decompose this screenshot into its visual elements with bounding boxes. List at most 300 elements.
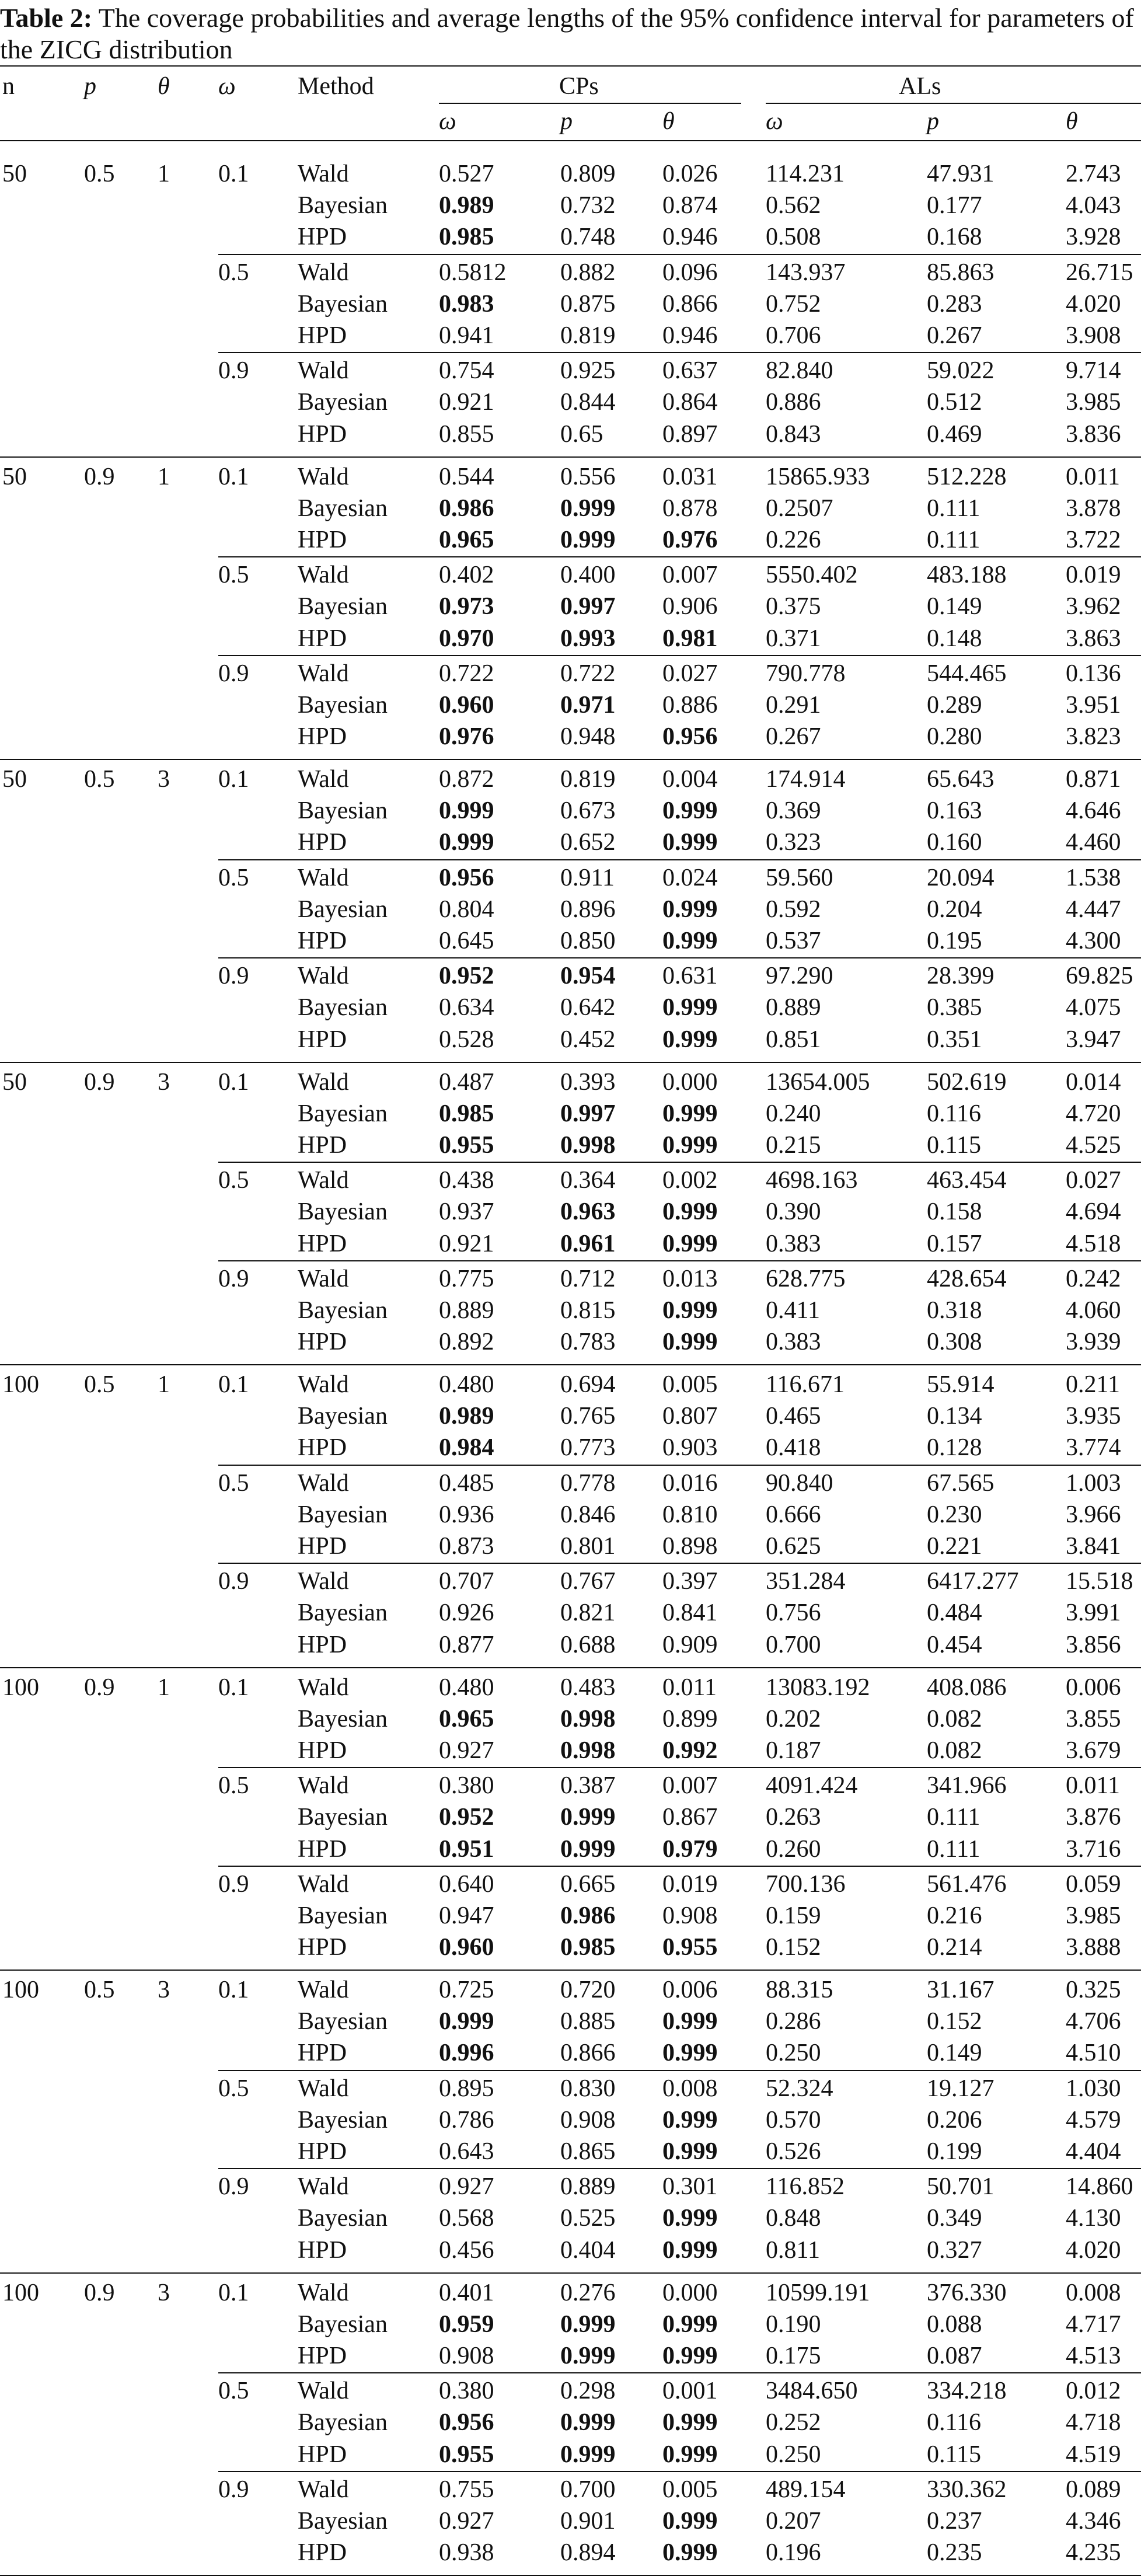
block-n: 50 [2, 463, 27, 490]
value-cell: 13654.005 [766, 1068, 870, 1096]
value-cell: 0.190 [766, 2310, 821, 2338]
value-cell: 0.175 [766, 2342, 821, 2369]
value-cell: 0.527 [439, 161, 494, 187]
method-label: Bayesian [298, 290, 388, 318]
value-cell: 0.666 [766, 1501, 821, 1528]
value-cell: 0.276 [560, 2279, 616, 2306]
group-separator [218, 2168, 1141, 2169]
value-cell: 0.400 [560, 562, 616, 589]
value-cell: 0.024 [662, 864, 718, 891]
value-cell: 0.973 [439, 593, 494, 621]
value-cell: 50.701 [927, 2173, 995, 2201]
method-label: HPD [298, 420, 347, 448]
value-cell: 143.937 [766, 259, 846, 286]
header-sub-2: θ [662, 108, 675, 135]
block-theta: 3 [158, 2279, 170, 2306]
value-cell: 428.654 [927, 1265, 1007, 1292]
value-cell: 0.158 [927, 1198, 982, 1226]
value-cell: 0.152 [766, 1934, 821, 1961]
value-cell: 0.983 [439, 290, 494, 318]
value-cell: 0.955 [662, 1934, 718, 1961]
value-cell: 0.250 [766, 2441, 821, 2468]
value-cell: 0.807 [662, 1403, 718, 1430]
value-cell: 0.952 [439, 1804, 494, 1831]
value-cell: 0.087 [927, 2342, 982, 2369]
value-cell: 28.399 [927, 963, 995, 990]
header-sub-5: θ [1066, 108, 1078, 135]
block-theta: 3 [158, 1977, 170, 2003]
value-cell: 0.082 [927, 1737, 982, 1764]
value-cell: 0.999 [560, 494, 616, 522]
header-sub-1: p [560, 108, 573, 135]
value-cell: 0.149 [927, 2040, 982, 2067]
value-cell: 4.346 [1066, 2507, 1121, 2535]
value-cell: 0.925 [560, 357, 616, 385]
value-cell: 4.447 [1066, 895, 1121, 923]
method-label: Bayesian [298, 994, 388, 1022]
value-cell: 0.411 [766, 1296, 820, 1324]
block-p: 0.5 [84, 1977, 115, 2003]
value-cell: 0.116 [927, 1100, 981, 1127]
value-cell: 0.221 [927, 1533, 982, 1560]
value-cell: 3.985 [1066, 389, 1121, 416]
value-cell: 0.111 [927, 526, 981, 553]
value-cell: 0.568 [439, 2205, 494, 2232]
method-label: Bayesian [298, 895, 388, 923]
value-cell: 0.855 [439, 420, 494, 448]
block-bottom-rule [0, 456, 1141, 458]
value-cell: 0.908 [439, 2342, 494, 2369]
method-label: Wald [298, 259, 349, 286]
value-cell: 0.998 [560, 1705, 616, 1733]
method-label: Wald [298, 1469, 349, 1497]
method-label: Bayesian [298, 1100, 388, 1127]
group-separator [218, 957, 1141, 958]
method-label: Bayesian [298, 1705, 388, 1733]
value-cell: 0.955 [439, 2441, 494, 2468]
value-cell: 1.003 [1066, 1469, 1121, 1497]
value-cell: 0.397 [662, 1568, 718, 1595]
block-n: 50 [2, 766, 27, 793]
block-bottom-rule [0, 1667, 1141, 1668]
value-cell: 0.004 [662, 766, 718, 793]
method-label: Wald [298, 1371, 349, 1398]
value-cell: 0.168 [927, 224, 982, 251]
value-cell: 0.250 [766, 2040, 821, 2067]
value-cell: 0.843 [766, 420, 821, 448]
value-cell: 0.965 [439, 526, 494, 553]
value-cell: 85.863 [927, 259, 995, 286]
value-cell: 3.935 [1066, 1403, 1121, 1430]
value-cell: 512.228 [927, 463, 1007, 490]
value-cell: 0.242 [1066, 1265, 1121, 1292]
value-cell: 0.815 [560, 1296, 616, 1324]
value-cell: 4.020 [1066, 2236, 1121, 2264]
block-p: 0.9 [84, 463, 115, 490]
value-cell: 0.989 [439, 192, 494, 219]
value-cell: 0.5812 [439, 259, 507, 286]
method-label: HPD [298, 1026, 347, 1053]
method-label: Wald [298, 2173, 349, 2201]
value-cell: 0.263 [766, 1804, 821, 1831]
value-cell: 0.871 [1066, 766, 1121, 793]
value-cell: 0.941 [439, 322, 494, 349]
value-cell: 0.465 [766, 1403, 821, 1430]
value-cell: 0.767 [560, 1568, 616, 1595]
value-cell: 0.134 [927, 1403, 982, 1430]
value-cell: 0.985 [560, 1934, 616, 1961]
value-cell: 3.855 [1066, 1705, 1121, 1733]
value-cell: 0.997 [560, 593, 616, 621]
value-cell: 0.877 [439, 1631, 494, 1658]
value-cell: 0.874 [662, 192, 718, 219]
value-cell: 0.006 [1066, 1674, 1121, 1701]
value-cell: 0.012 [1066, 2378, 1121, 2405]
value-cell: 0.485 [439, 1469, 494, 1497]
value-cell: 0.960 [439, 691, 494, 719]
value-cell: 0.260 [766, 1835, 821, 1863]
value-cell: 20.094 [927, 864, 995, 891]
group-separator [218, 2372, 1141, 2373]
value-cell: 0.712 [560, 1265, 616, 1292]
method-label: Wald [298, 2279, 349, 2306]
value-cell: 0.999 [662, 1131, 718, 1159]
value-cell: 0.059 [1066, 1870, 1121, 1898]
value-cell: 0.851 [766, 1026, 821, 1053]
method-label: Bayesian [298, 2507, 388, 2535]
value-cell: 0.986 [439, 494, 494, 522]
value-cell: 0.096 [662, 259, 718, 286]
value-cell: 3.947 [1066, 1026, 1121, 1053]
value-cell: 0.954 [560, 963, 616, 990]
value-cell: 0.215 [766, 1131, 821, 1159]
value-cell: 4.513 [1066, 2342, 1121, 2369]
value-cell: 0.016 [662, 1469, 718, 1497]
method-label: Bayesian [298, 797, 388, 825]
value-cell: 0.951 [439, 1835, 494, 1863]
method-label: Bayesian [298, 2008, 388, 2035]
method-label: HPD [298, 1131, 347, 1159]
value-cell: 0.999 [662, 1198, 718, 1226]
method-label: Bayesian [298, 1599, 388, 1627]
value-cell: 0.999 [560, 526, 616, 553]
value-cell: 0.177 [927, 192, 982, 219]
value-cell: 4.519 [1066, 2441, 1121, 2468]
value-cell: 0.786 [439, 2106, 494, 2134]
value-cell: 0.206 [927, 2106, 982, 2134]
value-cell: 90.840 [766, 1469, 833, 1497]
method-label: HPD [298, 322, 347, 349]
method-label: HPD [298, 625, 347, 652]
value-cell: 14.860 [1066, 2173, 1133, 2201]
value-cell: 0.996 [439, 2040, 494, 2067]
value-cell: 0.999 [662, 1296, 718, 1324]
value-cell: 0.364 [560, 1167, 616, 1194]
method-label: HPD [298, 2441, 347, 2468]
value-cell: 0.895 [439, 2075, 494, 2102]
value-cell: 52.324 [766, 2075, 833, 2102]
value-cell: 0.867 [662, 1804, 718, 1831]
value-cell: 0.418 [766, 1434, 821, 1462]
value-cell: 1.030 [1066, 2075, 1121, 2102]
value-cell: 0.999 [662, 2138, 718, 2165]
value-cell: 0.961 [560, 1230, 616, 1257]
value-cell: 3.966 [1066, 1501, 1121, 1528]
value-cell: 0.999 [662, 2008, 718, 2035]
value-cell: 3.928 [1066, 224, 1121, 251]
method-label: Bayesian [298, 2106, 388, 2134]
value-cell: 0.199 [927, 2138, 982, 2165]
block-n: 100 [2, 1674, 39, 1701]
block-n: 50 [2, 161, 27, 187]
header-n: n [2, 73, 15, 100]
value-cell: 4.460 [1066, 829, 1121, 856]
block-n: 100 [2, 1977, 39, 2003]
method-label: Wald [298, 2075, 349, 2102]
method-label: HPD [298, 829, 347, 856]
value-cell: 0.115 [927, 2441, 981, 2468]
caption-label: Table 2: [0, 3, 93, 33]
value-cell: 55.914 [927, 1371, 995, 1398]
header-omega: ω [218, 73, 236, 100]
value-cell: 3.908 [1066, 322, 1121, 349]
value-cell: 0.643 [439, 2138, 494, 2165]
value-cell: 0.906 [662, 593, 718, 621]
value-cell: 0.160 [927, 829, 982, 856]
value-cell: 0.111 [927, 1804, 981, 1831]
value-cell: 0.866 [662, 290, 718, 318]
value-cell: 4.720 [1066, 1100, 1121, 1127]
group-omega: 0.5 [218, 259, 249, 286]
header-bottom-rule [0, 140, 1141, 141]
value-cell: 0.526 [766, 2138, 821, 2165]
group-omega: 0.1 [218, 1977, 249, 2003]
value-cell: 0.938 [439, 2539, 494, 2567]
value-cell: 4.717 [1066, 2310, 1121, 2338]
value-cell: 0.985 [439, 224, 494, 251]
header-sub-4: p [927, 108, 939, 135]
value-cell: 4.130 [1066, 2205, 1121, 2232]
value-cell: 3.962 [1066, 593, 1121, 621]
group-omega: 0.1 [218, 1068, 249, 1096]
group-separator [218, 2471, 1141, 2472]
value-cell: 0.999 [662, 2236, 718, 2264]
block-p: 0.9 [84, 1068, 115, 1096]
value-cell: 0.007 [662, 1772, 718, 1800]
group-omega: 0.5 [218, 2075, 249, 2102]
value-cell: 19.127 [927, 2075, 995, 2102]
value-cell: 0.899 [662, 1705, 718, 1733]
group-separator [218, 2070, 1141, 2071]
block-bottom-rule [0, 759, 1141, 760]
value-cell: 4.579 [1066, 2106, 1121, 2134]
value-cell: 0.955 [439, 1131, 494, 1159]
value-cell: 0.211 [1066, 1371, 1120, 1398]
header-p: p [84, 73, 96, 100]
header-als-underline [766, 103, 1141, 104]
value-cell: 0.998 [560, 1737, 616, 1764]
value-cell: 0.401 [439, 2279, 494, 2306]
value-cell: 0.202 [766, 1705, 821, 1733]
value-cell: 0.006 [662, 1977, 718, 2003]
group-separator [218, 1563, 1141, 1564]
value-cell: 0.226 [766, 526, 821, 553]
value-cell: 3.679 [1066, 1737, 1121, 1764]
method-label: Wald [298, 357, 349, 385]
value-cell: 0.240 [766, 1100, 821, 1127]
method-label: HPD [298, 224, 347, 251]
value-cell: 0.765 [560, 1403, 616, 1430]
value-cell: 0.65 [560, 420, 603, 448]
value-cell: 0.385 [927, 994, 982, 1022]
value-cell: 0.089 [1066, 2476, 1121, 2503]
group-omega: 0.5 [218, 864, 249, 891]
value-cell: 0.237 [927, 2507, 982, 2535]
value-cell: 0.508 [766, 224, 821, 251]
method-label: Wald [298, 1870, 349, 1898]
method-label: HPD [298, 1631, 347, 1658]
value-cell: 0.375 [766, 593, 821, 621]
value-cell: 0.640 [439, 1870, 494, 1898]
method-label: HPD [298, 2342, 347, 2369]
value-cell: 9.714 [1066, 357, 1121, 385]
value-cell: 0.195 [927, 928, 982, 954]
value-cell: 0.889 [766, 994, 821, 1022]
value-cell: 0.998 [560, 1131, 616, 1159]
value-cell: 0.637 [662, 357, 718, 385]
value-cell: 5550.402 [766, 562, 858, 589]
value-cell: 0.985 [439, 1100, 494, 1127]
value-cell: 0.748 [560, 224, 616, 251]
method-label: Bayesian [298, 192, 388, 219]
value-cell: 3.888 [1066, 1934, 1121, 1961]
value-cell: 3.951 [1066, 691, 1121, 719]
value-cell: 15865.933 [766, 463, 870, 490]
value-cell: 0.393 [560, 1068, 616, 1096]
value-cell: 561.476 [927, 1870, 1007, 1898]
method-label: HPD [298, 1329, 347, 1356]
value-cell: 0.631 [662, 963, 718, 990]
value-cell: 0.999 [662, 1230, 718, 1257]
value-cell: 0.971 [560, 691, 616, 719]
value-cell: 0.752 [766, 290, 821, 318]
method-label: Wald [298, 2476, 349, 2503]
group-omega: 0.1 [218, 1674, 249, 1701]
method-label: Wald [298, 1265, 349, 1292]
value-cell: 4.718 [1066, 2409, 1121, 2436]
value-cell: 0.886 [766, 389, 821, 416]
group-omega: 0.5 [218, 1772, 249, 1800]
value-cell: 0.811 [766, 2236, 820, 2264]
value-cell: 0.965 [439, 1705, 494, 1733]
value-cell: 0.005 [662, 2476, 718, 2503]
value-cell: 502.619 [927, 1068, 1007, 1096]
value-cell: 116.852 [766, 2173, 845, 2201]
value-cell: 0.286 [766, 2008, 821, 2035]
value-cell: 0.999 [662, 2441, 718, 2468]
value-cell: 0.592 [766, 895, 821, 923]
block-bottom-rule [0, 2272, 1141, 2274]
value-cell: 0.722 [439, 660, 494, 687]
method-label: Bayesian [298, 1198, 388, 1226]
value-cell: 0.889 [439, 1296, 494, 1324]
value-cell: 0.327 [927, 2236, 982, 2264]
method-label: Bayesian [298, 494, 388, 522]
value-cell: 174.914 [766, 766, 846, 793]
value-cell: 0.380 [439, 2378, 494, 2405]
value-cell: 0.325 [1066, 1977, 1121, 2003]
value-cell: 0.207 [766, 2507, 821, 2535]
value-cell: 0.570 [766, 2106, 821, 2134]
value-cell: 330.362 [927, 2476, 1007, 2503]
value-cell: 0.452 [560, 1026, 616, 1053]
method-label: HPD [298, 723, 347, 751]
value-cell: 700.136 [766, 1870, 846, 1898]
value-cell: 0.976 [439, 723, 494, 751]
value-cell: 0.959 [439, 2310, 494, 2338]
value-cell: 0.562 [766, 192, 821, 219]
value-cell: 0.308 [927, 1329, 982, 1356]
value-cell: 0.280 [927, 723, 982, 751]
block-bottom-rule [0, 1970, 1141, 1971]
value-cell: 0.383 [766, 1230, 821, 1257]
value-cell: 0.927 [439, 2507, 494, 2535]
value-cell: 0.000 [662, 1068, 718, 1096]
value-cell: 0.878 [662, 494, 718, 522]
value-cell: 4.510 [1066, 2040, 1121, 2067]
group-omega: 0.1 [218, 766, 249, 793]
method-label: HPD [298, 526, 347, 553]
value-cell: 0.148 [927, 625, 982, 652]
block-p: 0.9 [84, 1674, 115, 1701]
block-p: 0.5 [84, 766, 115, 793]
group-omega: 0.5 [218, 1469, 249, 1497]
value-cell: 0.707 [439, 1568, 494, 1595]
value-cell: 0.026 [662, 161, 718, 187]
group-omega: 0.1 [218, 463, 249, 490]
value-cell: 0.999 [662, 1026, 718, 1053]
value-cell: 0.390 [766, 1198, 821, 1226]
header-theta: θ [158, 73, 170, 100]
method-label: Wald [298, 660, 349, 687]
value-cell: 0.898 [662, 1533, 718, 1560]
value-cell: 0.848 [766, 2205, 821, 2232]
method-label: Bayesian [298, 691, 388, 719]
block-theta: 1 [158, 463, 170, 490]
method-label: Wald [298, 463, 349, 490]
value-cell: 0.402 [439, 562, 494, 589]
value-cell: 351.284 [766, 1568, 846, 1595]
value-cell: 0.688 [560, 1631, 616, 1658]
header-cps-underline [439, 103, 741, 104]
value-cell: 0.999 [560, 2342, 616, 2369]
value-cell: 0.159 [766, 1902, 821, 1929]
value-cell: 0.999 [662, 1100, 718, 1127]
block-bottom-rule [0, 1062, 1141, 1063]
group-separator [218, 1162, 1141, 1163]
value-cell: 0.725 [439, 1977, 494, 2003]
group-omega: 0.5 [218, 2378, 249, 2405]
value-cell: 0.537 [766, 928, 821, 954]
group-omega: 0.9 [218, 2173, 249, 2201]
value-cell: 0.911 [560, 864, 615, 891]
value-cell: 0.999 [662, 895, 718, 923]
value-cell: 0.783 [560, 1329, 616, 1356]
value-cell: 0.946 [662, 224, 718, 251]
value-cell: 0.921 [439, 1230, 494, 1257]
value-cell: 3484.650 [766, 2378, 858, 2405]
value-cell: 0.999 [560, 1804, 616, 1831]
